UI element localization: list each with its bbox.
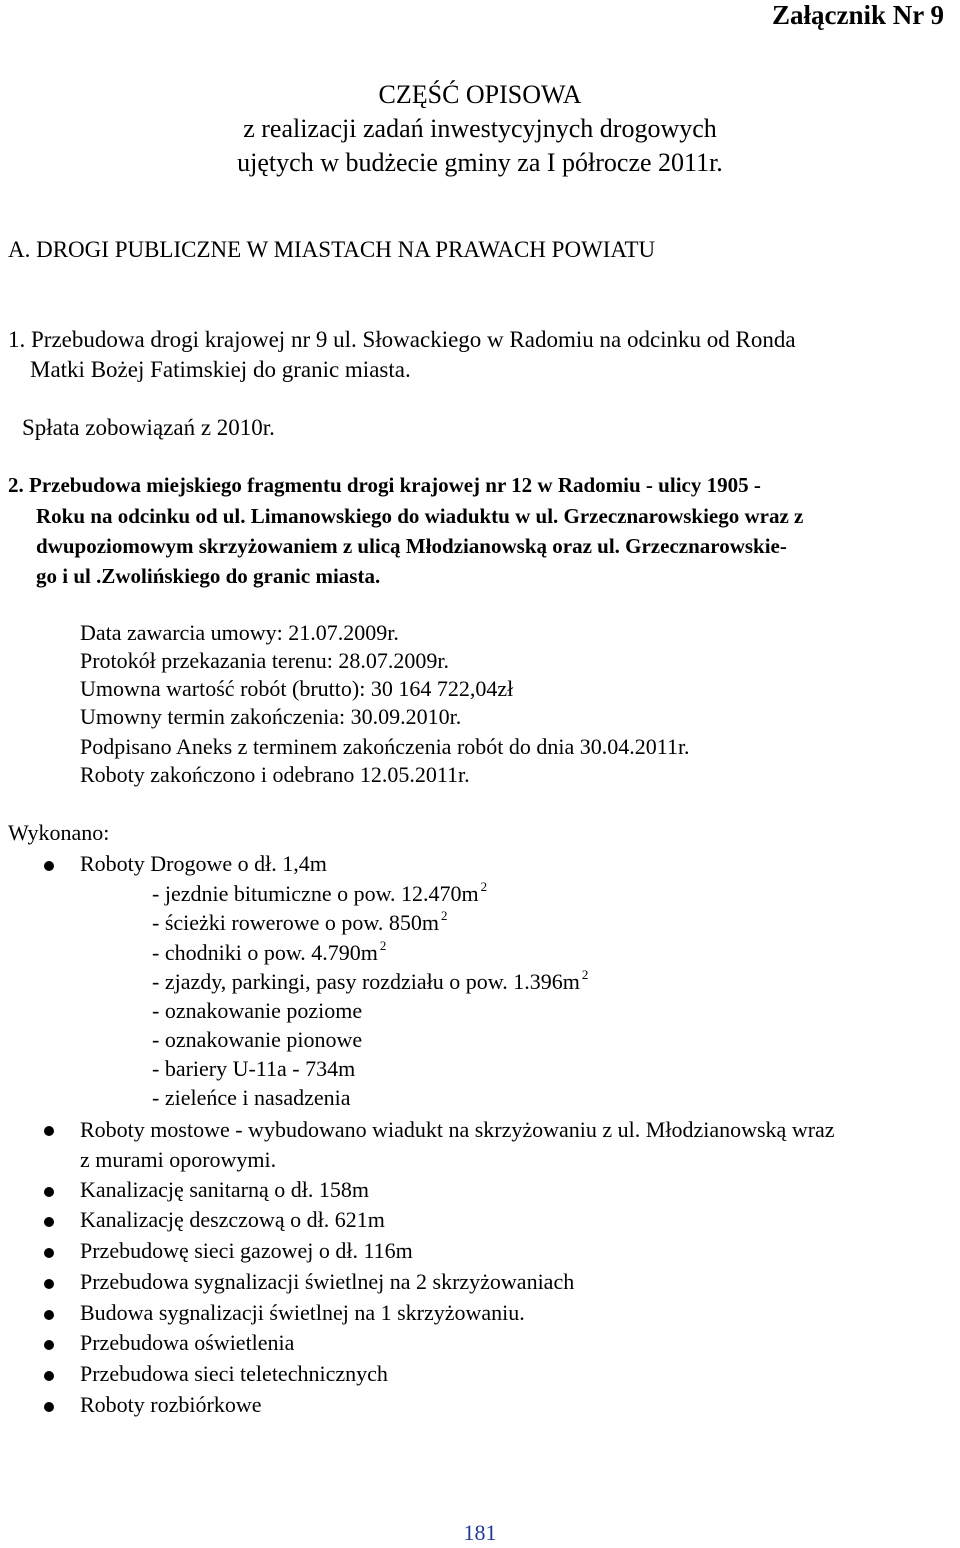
roads-sub-item: - zieleńce i nasadzenia — [152, 1085, 351, 1110]
contract-value: Umowna wartość robót (brutto): 30 164 722,04zł — [80, 676, 514, 701]
item-2-line-3: dwupoziomowym skrzyżowaniem z ulicą Młodzianowską oraz ul. Grzecznarowskie- — [36, 534, 787, 558]
bullet-icon — [44, 1248, 54, 1258]
bullet-item: Roboty rozbiórkowe — [80, 1392, 262, 1417]
bullet-icon — [44, 861, 54, 871]
bridge-works-line-2: z murami oporowymi. — [80, 1147, 277, 1172]
contract-date: Data zawarcia umowy: 21.07.2009r. — [80, 620, 399, 645]
roads-sub-item: - oznakowanie pionowe — [152, 1027, 363, 1052]
page-number: 181 — [463, 1520, 497, 1545]
roads-sub-item: - oznakowanie poziome — [152, 998, 363, 1023]
bullet-icon — [44, 1310, 54, 1320]
item-2-line-1: 2. Przebudowa miejskiego fragmentu drogi krajowej nr 12 w Radomiu - ulicy 1905 - — [8, 473, 761, 497]
bullet-icon — [44, 1187, 54, 1197]
roads-sub-item: - chodniki o pow. 4.790m $^2$ — [152, 938, 387, 965]
roads-sub-item: - bariery U-11a - 734m — [152, 1056, 356, 1081]
section-heading: A. DROGI PUBLICZNE W MIASTACH NA PRAWACH POWIATU — [8, 237, 656, 262]
roads-label: Roboty Drogowe o dł. 1,4m — [80, 851, 327, 876]
bullet-icon — [44, 1126, 54, 1136]
document-subtitle-line-1: z realizacji zadań inwestycyjnych drogowych — [243, 114, 717, 143]
bullet-item: Przebudowę sieci gazowej o dł. 116m — [80, 1238, 413, 1263]
roads-sub-item: - jezdnie bitumiczne o pow. 12.470m $^2$ — [152, 879, 488, 906]
bullet-icon — [44, 1371, 54, 1381]
annex-note: Podpisano Aneks z terminem zakończenia robót do dnia 30.04.2011r. — [80, 734, 690, 759]
completion-note: Roboty zakończono i odebrano 12.05.2011r. — [80, 762, 470, 787]
attachment-label: Załącznik Nr 9 — [771, 0, 944, 30]
bullet-item: Budowa sygnalizacji świetlnej na 1 skrzyżowaniu. — [80, 1300, 525, 1325]
bullet-icon — [44, 1340, 54, 1350]
bullet-item: Kanalizację deszczową o dł. 621m — [80, 1207, 385, 1232]
bullet-item: Przebudowa sieci teletechnicznych — [80, 1361, 388, 1386]
contract-deadline: Umowny termin zakończenia: 30.09.2010r. — [80, 704, 462, 729]
roads-sub-item: - ścieżki rowerowe o pow. 850m $^2$ — [152, 908, 448, 935]
roads-sub-item: - zjazdy, parkingi, pasy rozdziału o pow. 1.396m $^2$ — [152, 967, 589, 994]
bullet-icon — [44, 1217, 54, 1227]
bullet-icon — [44, 1279, 54, 1289]
item-2-line-4: go i ul .Zwolińskiego do granic miasta. — [36, 564, 381, 588]
bullet-item: Kanalizację sanitarną o dł. 158m — [80, 1177, 369, 1202]
bullet-item: Przebudowa oświetlenia — [80, 1330, 295, 1355]
item-1-line-2: Matki Bożej Fatimskiej do granic miasta. — [30, 357, 411, 382]
document-subtitle-line-2: ujętych w budżecie gminy za I półrocze 2011r. — [237, 148, 723, 177]
document-title: CZĘŚĆ OPISOWA — [378, 80, 582, 109]
bridge-works-line-1: Roboty mostowe - wybudowano wiadukt na skrzyżowaniu z ul. Młodzianowską wraz — [80, 1117, 835, 1142]
bullet-item: Przebudowa sygnalizacji świetlnej na 2 skrzyżowaniach — [80, 1269, 575, 1294]
done-label: Wykonano: — [8, 820, 110, 845]
item-1-line-1: 1. Przebudowa drogi krajowej nr 9 ul. Słowackiego w Radomiu na odcinku od Ronda — [8, 327, 796, 352]
bullet-icon — [44, 1402, 54, 1412]
item-1-note: Spłata zobowiązań z 2010r. — [22, 415, 275, 440]
item-2-line-2: Roku na odcinku od ul. Limanowskiego do wiaduktu w ul. Grzecznarowskiego wraz z — [36, 504, 804, 528]
site-handover: Protokół przekazania terenu: 28.07.2009r. — [80, 648, 450, 673]
